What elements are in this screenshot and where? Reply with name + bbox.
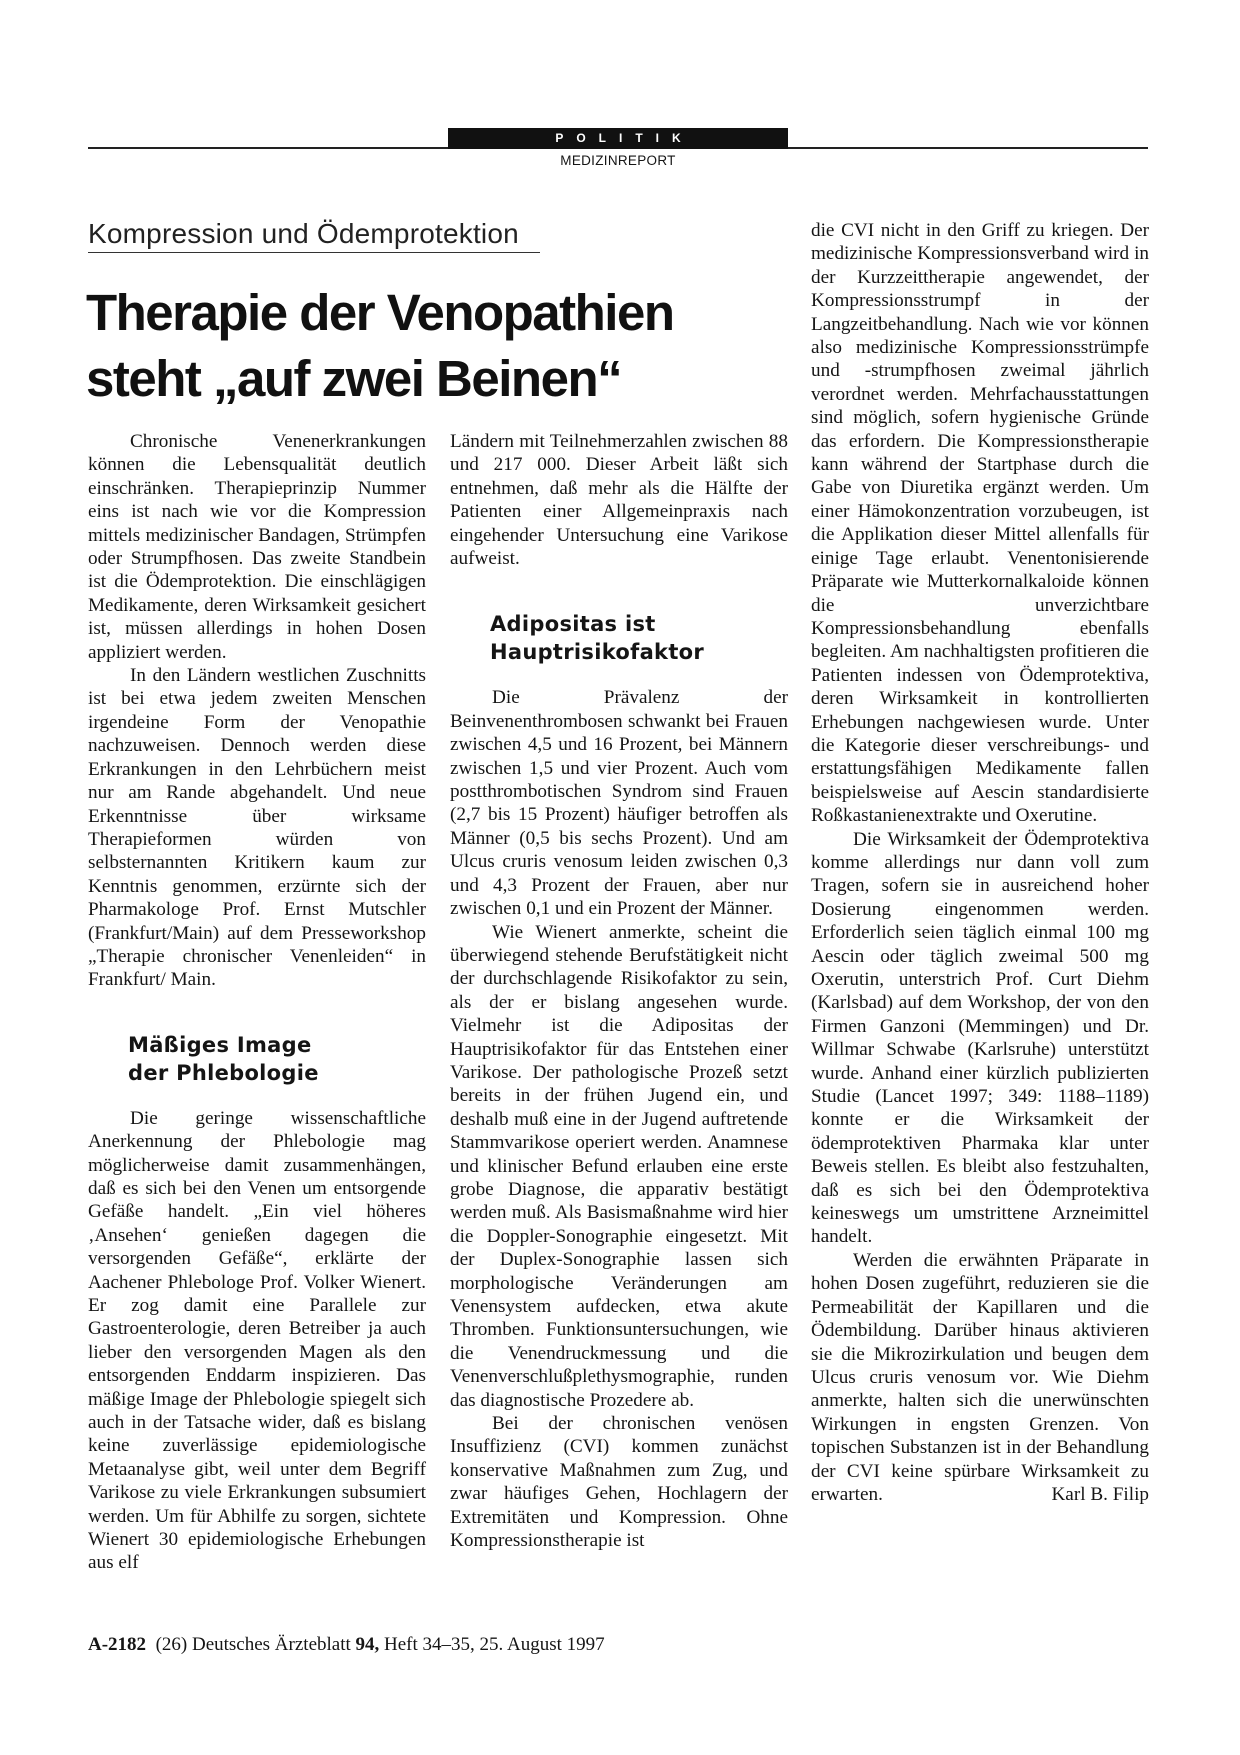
author-signature: Karl B. Filip xyxy=(1051,1483,1149,1505)
section-rubric: POLITIK xyxy=(448,128,788,149)
subheading xyxy=(128,1031,426,1087)
page-number: A-2182 xyxy=(88,1634,147,1655)
paragraph: Ländern mit Teilnehmerzahlen zwischen 88 und 217 000. Dieser Arbeit läßt sich entnehmen, daß mehr als die Hälfte der Patienten einer Allgemeinpraxis nach eingehender Untersuchung eine Varikose aufweist. xyxy=(450,431,788,570)
subheading-line: der Phlebologie xyxy=(128,1060,319,1085)
paragraph xyxy=(811,1249,1149,1506)
text-column-2 xyxy=(450,430,788,1552)
paragraph: Die Prävalenz der Beinvenenthrombosen schwankt bei Frauen zwischen 4,5 und 16 Prozent, bei Männern zwischen 1,5 und vier Prozent. Auch vom postthrombotischen Syndrom sind Frauen (2,7 bis 15 Prozent) häufiger betroffen als Männer (0,5 bis sechs Prozent). Und am Ulcus cruris venosum leiden zwischen 0,3 und 4,3 Prozent der Frauen, aber nur zwischen 0,1 und ein Prozent der Männer. xyxy=(450,687,788,920)
page-header xyxy=(88,127,1148,177)
journal-name: (26) Deutsches Ärzteblatt xyxy=(155,1634,351,1655)
headline-line-1: Therapie der Venopathien xyxy=(86,284,674,341)
text-column-1 xyxy=(88,430,426,1575)
paragraph: Chronische Venenerkrankungen können die Lebensqualität deutlich einschränken. Therapieprinzip Nummer eins ist nach wie vor die Kompression mittels medizinischer Bandagen, Strümpfen oder Strumpfhosen. Das zweite Standbein ist die Ödemprotektion. Die einschlägigen Medikamente, deren Wirksamkeit gesichert ist, müssen allerdings in hohen Dosen appliziert werden. xyxy=(88,431,426,663)
paragraph: Bei der chronischen venösen Insuffizienz (CVI) kommen zunächst konservative Maßnahmen zum Zug, und zwar häufiges Gehen, Hochlagern der Extremitäten und Kompression. Ohne Kompressionstherapie ist xyxy=(450,1413,788,1552)
headline-line-2: steht „auf zwei Beinen“ xyxy=(86,350,622,407)
paragraph: In den Ländern westlichen Zuschnitts ist bei etwa jedem zweiten Menschen irgendeine Form der Venopathie nachzuweisen. Dennoch werden diese Erkrankungen in den Lehrbüchern meist nur am Rande abgehandelt. Und neue Erkenntnisse über wirksame Therapieformen würden von selbsternannten Kritikern kaum zur Kenntnis genommen, erzürnte sich der Pharmakologe Prof. Ernst Mutschler (Frankfurt/Main) auf dem Presseworkshop „Therapie chronischer Venenleiden“ in Frankfurt/ Main. xyxy=(88,665,426,991)
subheading-line: Hauptrisikofaktor xyxy=(490,640,705,665)
issue-date: Heft 34–35, 25. August 1997 xyxy=(384,1634,605,1655)
paragraph: Die Wirksamkeit der Ödemprotektiva komme allerdings nur dann voll zum Tragen, sofern sie in ausreichend hoher Dosierung eingenommen werden. Erforderlich seien täglich einmal 100 mg Aescin oder täglich zweimal 500 mg Oxerutin, unterstrich Prof. Curt Diehm (Karlsbad) auf dem Workshop, der von den Firmen Ganzoni (Memmingen) und Dr. Willmar Schwabe (Karlsruhe) unterstützt wurde. Anhand einer kürzlich publizierten Studie (Lancet 1997; 349: 1188–1189) konnte er die Wirksamkeit der ödemprotektiven Pharmaka klar unter Beweis stellen. Es bleibt also festzuhalten, daß es sich bei den Ödemprotektiva keineswegs um umstrittene Arzneimittel handelt. xyxy=(811,828,1149,1248)
paragraph: Wie Wienert anmerkte, scheint die überwiegend stehende Berufstätigkeit nicht der durchschlagende Risikofaktor zu sein, als der er bislang angesehen wurde. Vielmehr ist die Adipositas der Hauptrisikofaktor für das Entstehen einer Varikose. Der pathologische Prozeß setzt bereits in der frühen Jugend ein, und deshalb muß eine in der Jugend auftretende Stammvarikose operiert werden. Anamnese und klinischer Befund erlauben eine erste grobe Diagnose, die apparativ bestätigt werden muß. Als Basismaßnahme wird hier die Doppler-Sonographie eingesetzt. Mit der Duplex-Sonographie lassen sich morphologische Veränderungen am Venensystem aufdecken, etwa akute Thromben. Funktionsuntersuchungen, wie die Venendruckmessung und die Venenverschlußplethysmographie, runden das diagnostische Prozedere ab. xyxy=(450,921,788,1411)
article-headline xyxy=(86,280,806,412)
text-column-3 xyxy=(811,219,1149,1506)
paragraph: die CVI nicht in den Griff zu kriegen. Der medizinische Kompressionsverband wird in der Kurzzeittherapie angewendet, der Kompressionsstrumpf in der Langzeitbehandlung. Nach wie vor können also medizinische Kompressionsstrümpfe und -strumpfhosen zweimal jährlich verordnet werden. Mehrfachausstattungen sind möglich, sofern hygienische Gründe das erfordern. Die Kompressionstherapie kann während der Startphase durch die Gabe von Diuretika ergänzt werden. Um einer Hämokonzentration vorzubeugen, ist die Applikation dieser Mittel allenfalls für einige Tage erlaubt. Venentonisierende Präparate wie Mutterkornalkaloide können die unverzichtbare Kompressionsbehandlung ebenfalls begleiten. Am nachhaltigsten profitieren die Patienten indessen von Ödemprotektiva, deren Wirksamkeit in kontrollierten Erhebungen nachgewiesen wurde. Unter die Kategorie dieser verschreibungs- und erstattungsfähigen Medikamente fallen beispielsweise auf Aescin standardisierte Roßkastanienextrakte und Oxerutine. xyxy=(811,220,1149,827)
page-footer xyxy=(88,1634,605,1656)
section-subrubric: MEDIZINREPORT xyxy=(560,153,676,168)
kicker-box xyxy=(88,218,540,253)
subheading-line: Mäßiges Image xyxy=(128,1032,312,1057)
paragraph: Die geringe wissenschaftliche Anerkennung der Phlebologie mag möglicherweise damit zusammenhängen, daß es sich bei den Venen um entsorgende Gefäße handelt. „Ein viel höheres ‚Ansehen‘ genießen dagegen die versorgenden Gefäße“, erklärte der Aachener Phlebologe Prof. Volker Wienert. Er zog damit eine Parallele zur Gastroenterologie, deren Betreiber ja auch lieber den versorgenden Magen als den entsorgenden Enddarm inspizieren. Das mäßige Image der Phlebologie spiegelt sich auch in der Tatsache wider, daß es bislang keine zuverlässige epidemiologische Metaanalyse gibt, weil unter dem Begriff Varikose zu viele Erkrankungen subsumiert werden. Um für Abhilfe zu sorgen, sichtete Wienert 30 epidemiologische Erhebungen aus elf xyxy=(88,1107,426,1574)
subheading-line: Adipositas ist xyxy=(490,612,656,637)
paragraph-text: Werden die erwähnten Präparate in hohen Dosen zugeführt, reduzieren sie die Permeabilität der Kapillaren und die Ödembildung. Darüber hinaus aktivieren sie die Mikrozirkulation und beugen dem Ulcus cruris venosum vor. Wie Diehm anmerkte, halten sich die unerwünschten Wirkungen in engsten Grenzen. Von topischen Substanzen ist in der Behandlung der CVI keine spürbare Wirksamkeit zu erwarten. xyxy=(811,1249,1149,1505)
article-kicker: Kompression und Ödemprotektion xyxy=(88,218,519,249)
subheading xyxy=(490,610,788,666)
volume-number: 94, xyxy=(355,1634,380,1655)
